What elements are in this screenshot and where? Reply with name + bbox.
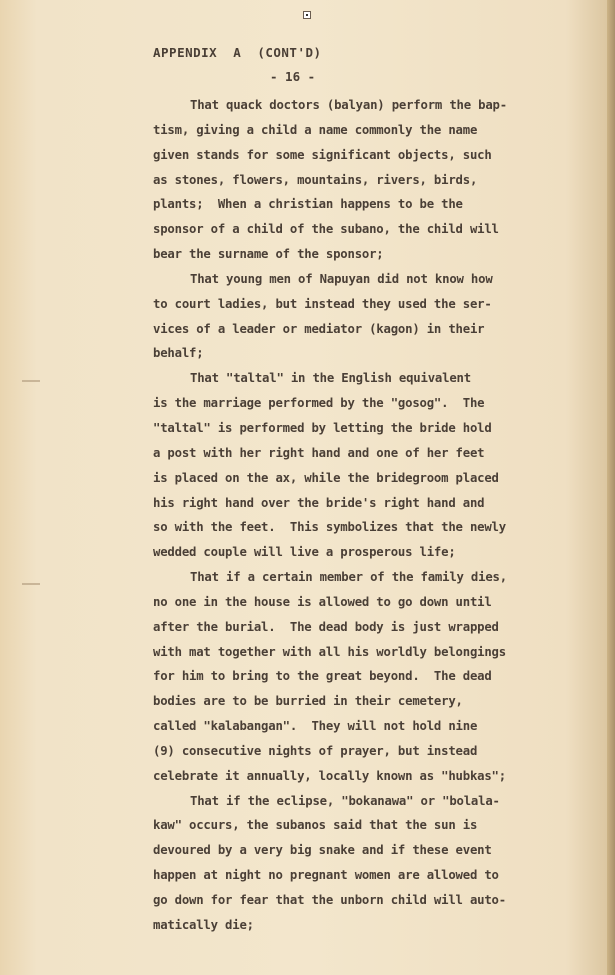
text-line: is the marriage performed by the "gosog". The xyxy=(153,396,485,411)
text-line: That "taltal" in the English equivalent xyxy=(190,371,471,386)
body-text xyxy=(153,93,523,938)
text-line: devoured by a very big snake and if these event xyxy=(153,843,492,858)
text-line: sponsor of a child of the subano, the child will xyxy=(153,222,499,237)
text-line: plants; When a christian happens to be the xyxy=(153,197,463,212)
text-line: his right hand over the bride's right hand and xyxy=(153,495,485,510)
text-line: a post with her right hand and one of her feet xyxy=(153,445,485,460)
text-line: no one in the house is allowed to go down until xyxy=(153,594,492,609)
text-line: "taltal" is performed by letting the bride hold xyxy=(153,420,492,435)
text-line: matically die; xyxy=(153,917,254,932)
text-line: go down for fear that the unborn child will auto- xyxy=(153,893,506,907)
text-line: so with the feet. This symbolizes that the newly xyxy=(153,520,506,535)
margin-mark xyxy=(22,380,40,382)
page-edge xyxy=(607,0,615,975)
text-line: given stands for some significant objects, such xyxy=(153,147,492,162)
text-line: That if a certain member of the family dies, xyxy=(190,570,507,585)
text-line: behalf; xyxy=(153,346,204,361)
text-line: That young men of Napuyan did not know how xyxy=(190,271,493,286)
text-line: bear the surname of the sponsor; xyxy=(153,247,384,262)
text-line: after the burial. The dead body is just wrapped xyxy=(153,619,499,634)
text-line: called "kalabangan". They will not hold nine xyxy=(153,719,478,734)
text-line: kaw" occurs, the subanos said that the sun is xyxy=(153,818,478,833)
text-line: bodies are to be burried in their cemetery, xyxy=(153,694,463,709)
text-line: That quack doctors (balyan) perform the bap- xyxy=(190,98,507,112)
margin-mark xyxy=(22,583,40,585)
text-line: celebrate it annually, locally known as "hubkas"; xyxy=(153,768,506,783)
text-line: (9) consecutive nights of prayer, but instead xyxy=(153,743,478,758)
page-number: - 16 - xyxy=(270,69,316,84)
text-line: happen at night no pregnant women are allowed to xyxy=(153,868,499,883)
binding-hole-icon xyxy=(303,11,311,19)
text-line: as stones, flowers, mountains, rivers, birds, xyxy=(153,172,478,187)
text-line: with mat together with all his worldly belongings xyxy=(153,644,506,659)
text-line: tism, giving a child a name commonly the name xyxy=(153,122,478,137)
text-line: to court ladies, but instead they used the ser- xyxy=(153,296,492,311)
text-line: for him to bring to the great beyond. The dead xyxy=(153,669,492,684)
text-line: That if the eclipse, "bokanawa" or "bolala- xyxy=(190,793,500,808)
appendix-header: APPENDIX A (CONT'D) xyxy=(153,45,322,60)
text-line: vices of a leader or mediator (kagon) in their xyxy=(153,321,485,336)
text-line: wedded couple will live a prosperous life; xyxy=(153,545,456,560)
text-line: is placed on the ax, while the bridegroom placed xyxy=(153,470,499,485)
